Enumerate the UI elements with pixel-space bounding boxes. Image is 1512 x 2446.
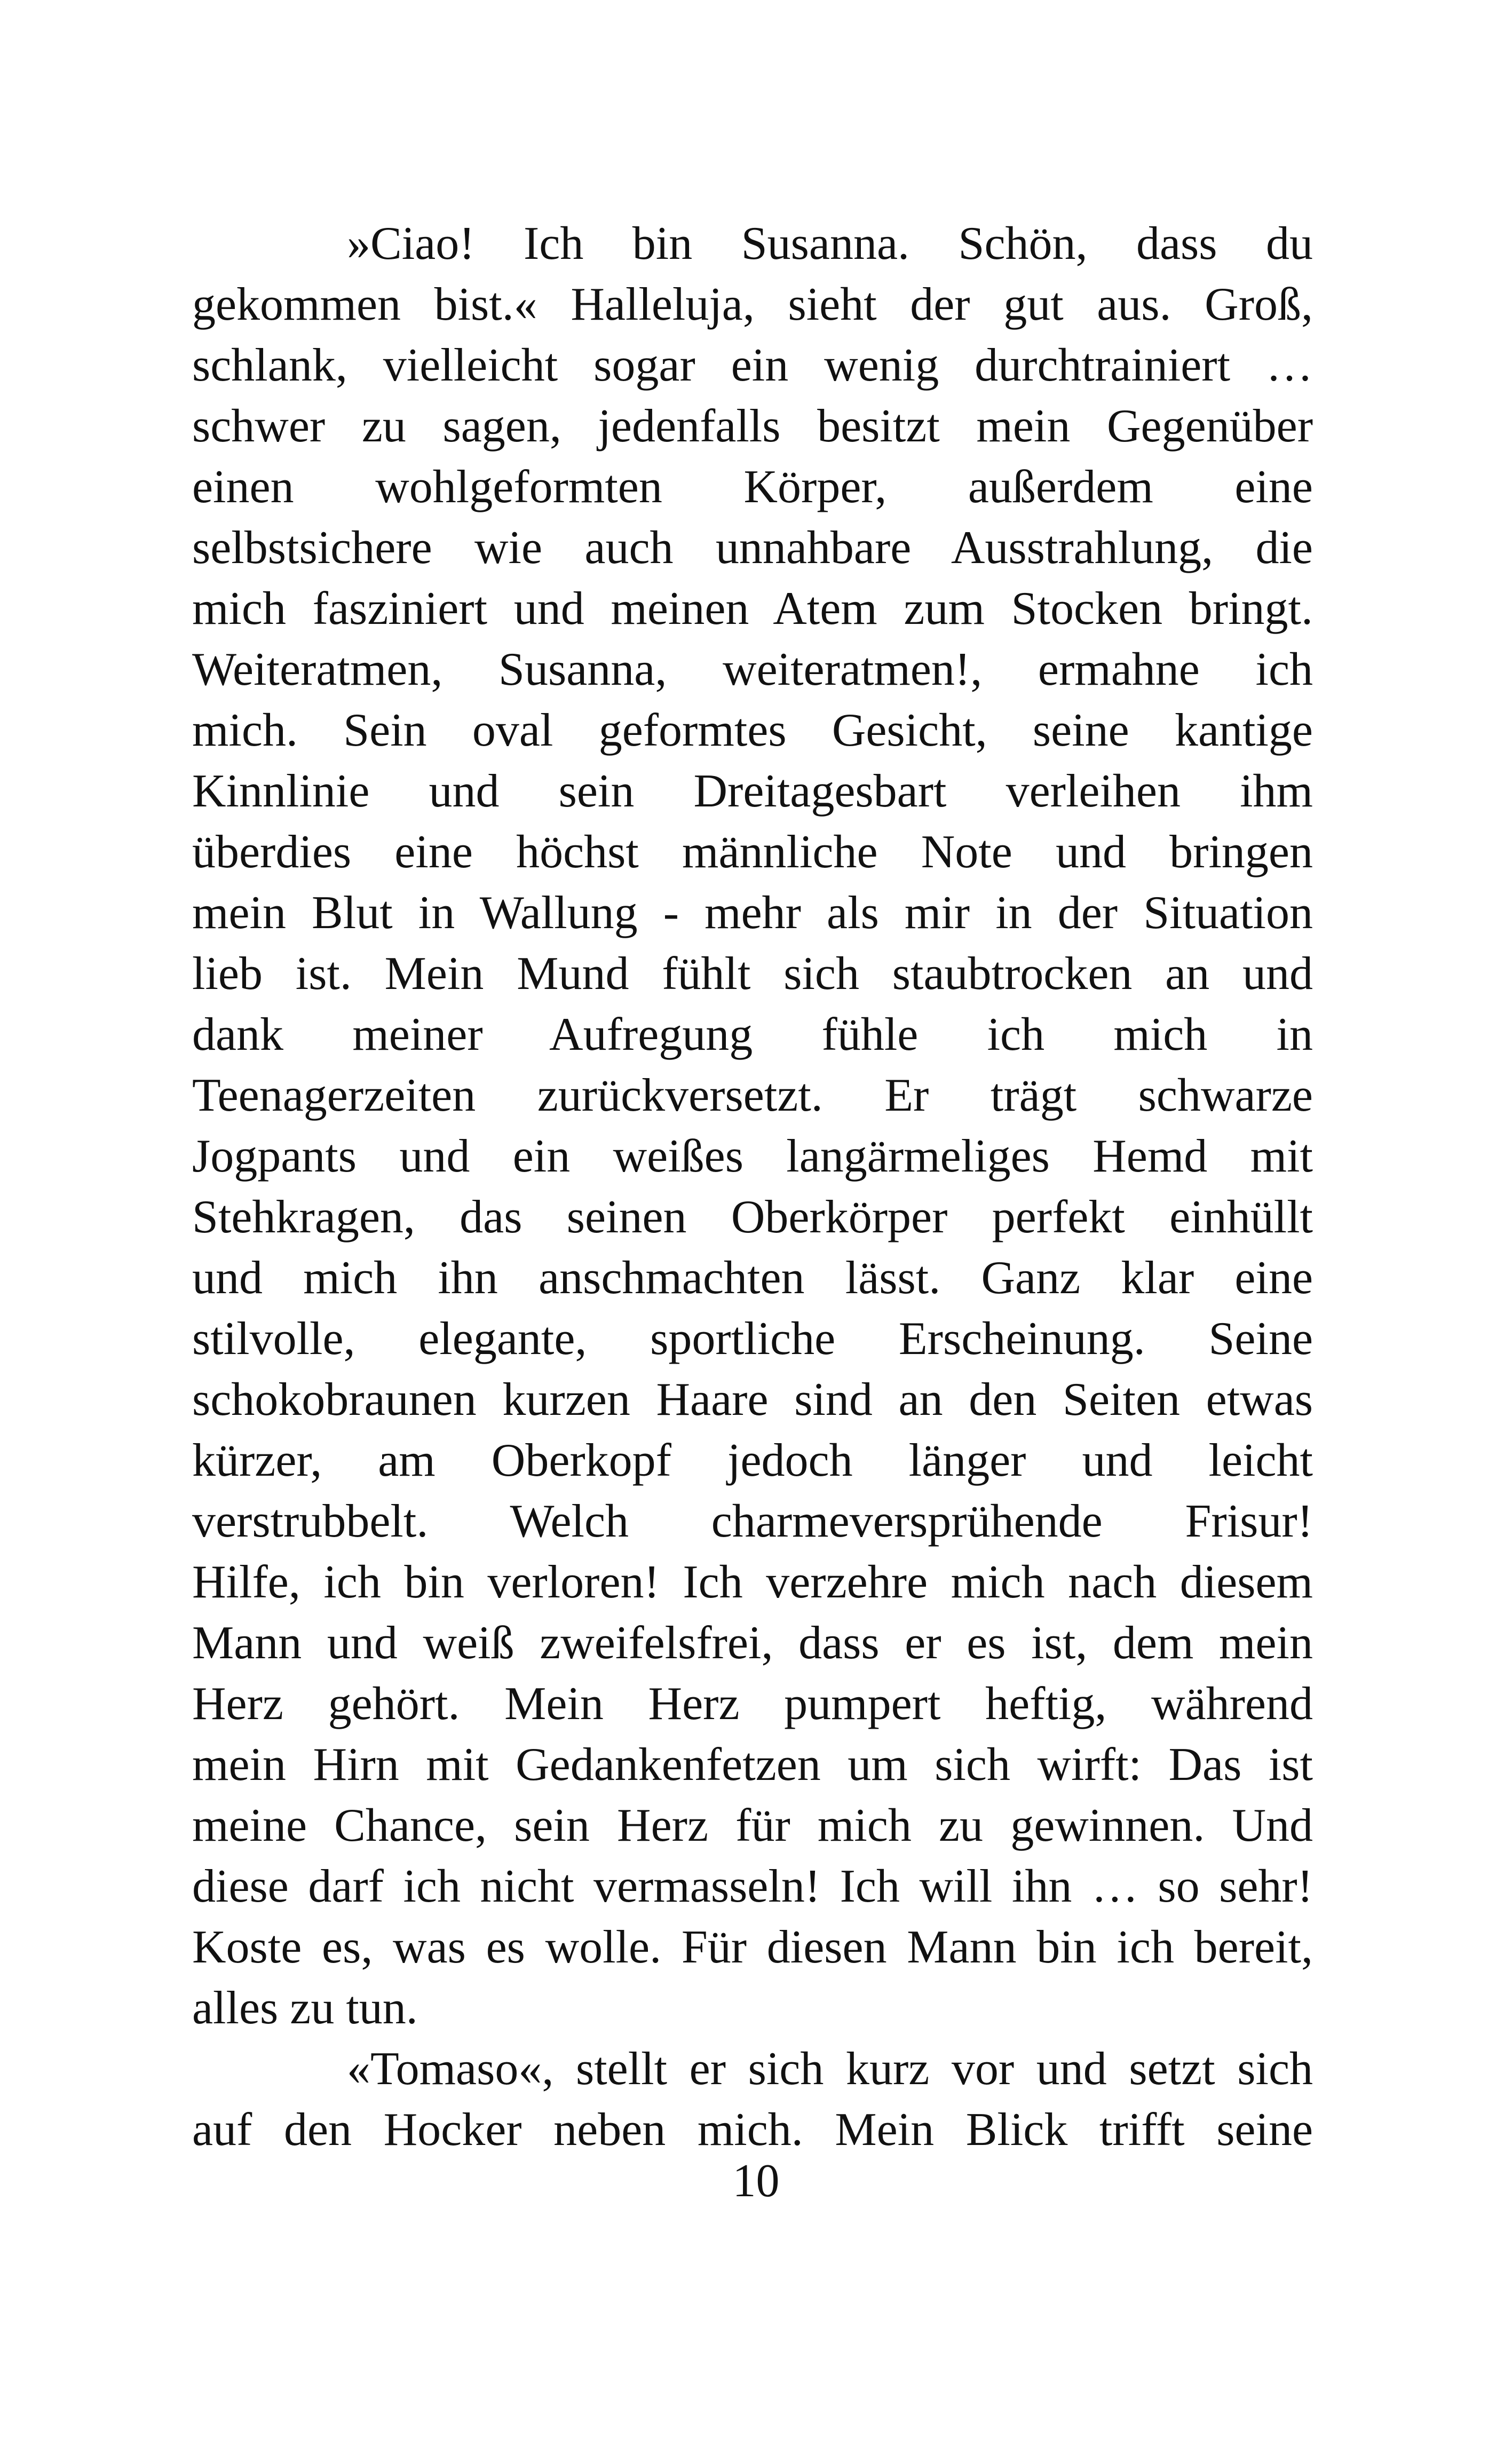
text-line: Koste es, was es wolle. Für diesen Mann bin ich bereit,	[192, 1921, 1313, 1973]
text-line: kürzer, am Oberkopf jedoch länger und leicht	[192, 1435, 1313, 1486]
text-line: selbstsichere wie auch unnahbare Ausstrahlung, die	[192, 522, 1313, 574]
text-line: schlank, vielleicht sogar ein wenig durchtrainiert …	[192, 339, 1313, 391]
text-line: Herz gehört. Mein Herz pumpert heftig, während	[192, 1678, 1313, 1730]
text-line: dank meiner Aufregung fühle ich mich in	[192, 1009, 1313, 1060]
text-line: Mann und weiß zweifelsfrei, dass er es ist, dem mein	[192, 1617, 1313, 1669]
text-line: Jogpants und ein weißes langärmeliges Hemd mit	[192, 1130, 1313, 1182]
text-line: mein Blut in Wallung - mehr als mir in der Situation	[192, 887, 1313, 939]
text-line: mich. Sein oval geformtes Gesicht, seine kantige	[192, 704, 1313, 756]
text-line: und mich ihn anschmachten lässt. Ganz klar eine	[192, 1252, 1313, 1304]
text-line: meine Chance, sein Herz für mich zu gewinnen. Und	[192, 1800, 1313, 1851]
text-line: »Ciao! Ich bin Susanna. Schön, dass du	[347, 218, 1313, 270]
page-number: 10	[732, 2155, 780, 2207]
text-line: stilvolle, elegante, sportliche Erscheinung. Seine	[192, 1313, 1313, 1365]
text-line: einen wohlgeformten Körper, außerdem eine	[192, 461, 1313, 513]
body-text	[192, 213, 1313, 2160]
text-line: überdies eine höchst männliche Note und bringen	[192, 826, 1313, 878]
text-line: Stehkragen, das seinen Oberkörper perfekt einhüllt	[192, 1191, 1313, 1243]
text-line: auf den Hocker neben mich. Mein Blick trifft seine	[192, 2104, 1313, 2156]
text-line: Hilfe, ich bin verloren! Ich verzehre mich nach diesem	[192, 1556, 1313, 1608]
text-line: schwer zu sagen, jedenfalls besitzt mein Gegenüber	[192, 400, 1313, 452]
text-line: alles zu tun.	[192, 1982, 418, 2034]
text-line: verstrubbelt. Welch charmeversprühende Frisur!	[192, 1495, 1313, 1547]
text-line: Weiteratmen, Susanna, weiteratmen!, ermahne ich	[192, 644, 1313, 695]
text-line: «Tomaso«, stellt er sich kurz vor und setzt sich	[347, 2043, 1313, 2095]
text-line: diese darf ich nicht vermasseln! Ich will ihn … so sehr!	[192, 1861, 1313, 1912]
text-line: mein Hirn mit Gedankenfetzen um sich wirft: Das ist	[192, 1739, 1313, 1791]
text-line: Teenagerzeiten zurückversetzt. Er trägt schwarze	[192, 1070, 1313, 1121]
text-line: mich fasziniert und meinen Atem zum Stocken bringt.	[192, 583, 1313, 635]
text-line: lieb ist. Mein Mund fühlt sich staubtrocken an und	[192, 948, 1313, 1000]
text-line: schokobraunen kurzen Haare sind an den Seiten etwas	[192, 1374, 1313, 1426]
text-line: gekommen bist.« Halleluja, sieht der gut aus. Groß,	[192, 279, 1313, 330]
text-line: Kinnlinie und sein Dreitagesbart verleihen ihm	[192, 765, 1313, 817]
